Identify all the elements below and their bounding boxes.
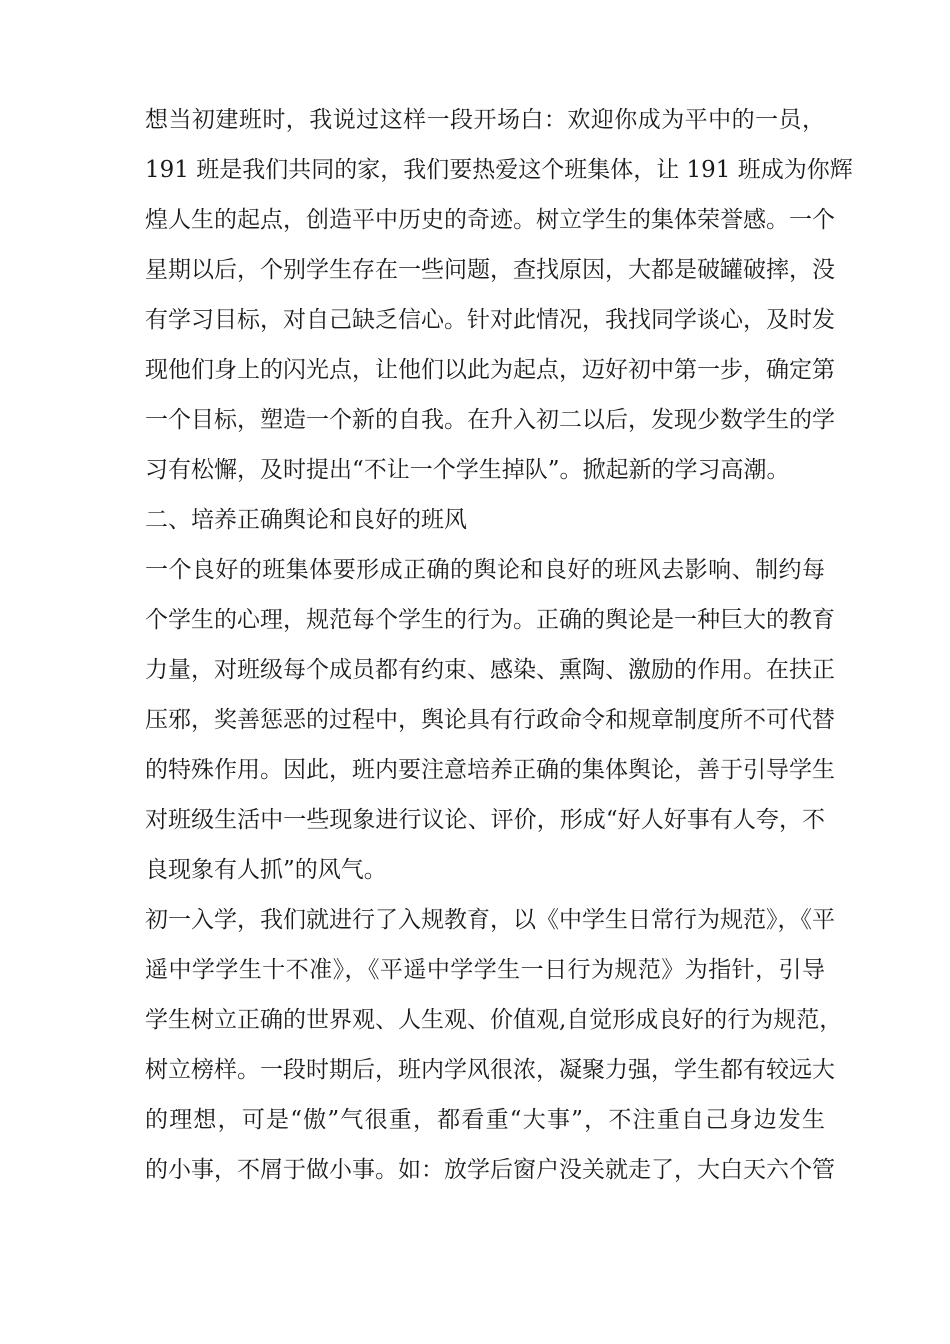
text-line: 个学生的心理，规范每个学生的行为。正确的舆论是一种巨大的教育: [145, 607, 835, 633]
text-line: 煌人生的起点，创造平中历史的奇迹。树立学生的集体荣誉感。一个: [145, 207, 835, 233]
text-line: 的理想，可是“傲”气很重，都看重“大事”，不注重自己身边发生: [145, 1107, 825, 1133]
text-line: 学生树立正确的世界观、人生观、价值观,自觉形成良好的行为规范，: [145, 1007, 843, 1033]
text-line: 191 班是我们共同的家，我们要热爱这个班集体，让 191 班成为你辉: [145, 157, 853, 183]
text-line: 习有松懈，及时提出“不让一个学生掉队”。掀起新的学习高潮。: [145, 457, 790, 483]
text-line: 初一入学，我们就进行了入规教育，以《中学生日常行为规范》，《平: [145, 907, 835, 933]
text-line: 一个良好的班集体要形成正确的舆论和良好的班风去影响、制约每: [145, 557, 825, 583]
text-line: 一个目标，塑造一个新的自我。在升入初二以后，发现少数学生的学: [145, 407, 835, 433]
text-line: 星期以后，个别学生存在一些问题，查找原因，大都是破罐破摔，没: [145, 257, 835, 283]
text-line: 的特殊作用。因此，班内要注意培养正确的集体舆论，善于引导学生: [145, 757, 835, 783]
text-line: 有学习目标，对自己缺乏信心。针对此情况，我找同学谈心，及时发: [145, 307, 835, 333]
text-line: 现他们身上的闪光点，让他们以此为起点，迈好初中第一步，确定第: [145, 357, 835, 383]
text-line: 良现象有人抓”的风气。: [145, 857, 387, 883]
section-heading: 二、培养正确舆论和良好的班风: [145, 507, 467, 533]
text-line: 想当初建班时，我说过这样一段开场白：欢迎你成为平中的一员，: [145, 107, 825, 133]
text-line: 的小事，不屑于做小事。如：放学后窗户没关就走了，大白天六个管: [145, 1157, 835, 1183]
text-line: 树立榜样。一段时期后，班内学风很浓，凝聚力强，学生都有较远大: [145, 1057, 835, 1083]
text-line: 压邪，奖善惩恶的过程中，舆论具有行政命令和规章制度所不可代替: [145, 707, 835, 733]
text-line: 对班级生活中一些现象进行议论、评价，形成“好人好事有人夸，不: [145, 807, 825, 833]
text-line: 遥中学学生十不准》，《平遥中学学生一日行为规范》为指针，引导: [145, 957, 825, 983]
text-line: 力量，对班级每个成员都有约束、感染、熏陶、激励的作用。在扶正: [145, 657, 835, 683]
